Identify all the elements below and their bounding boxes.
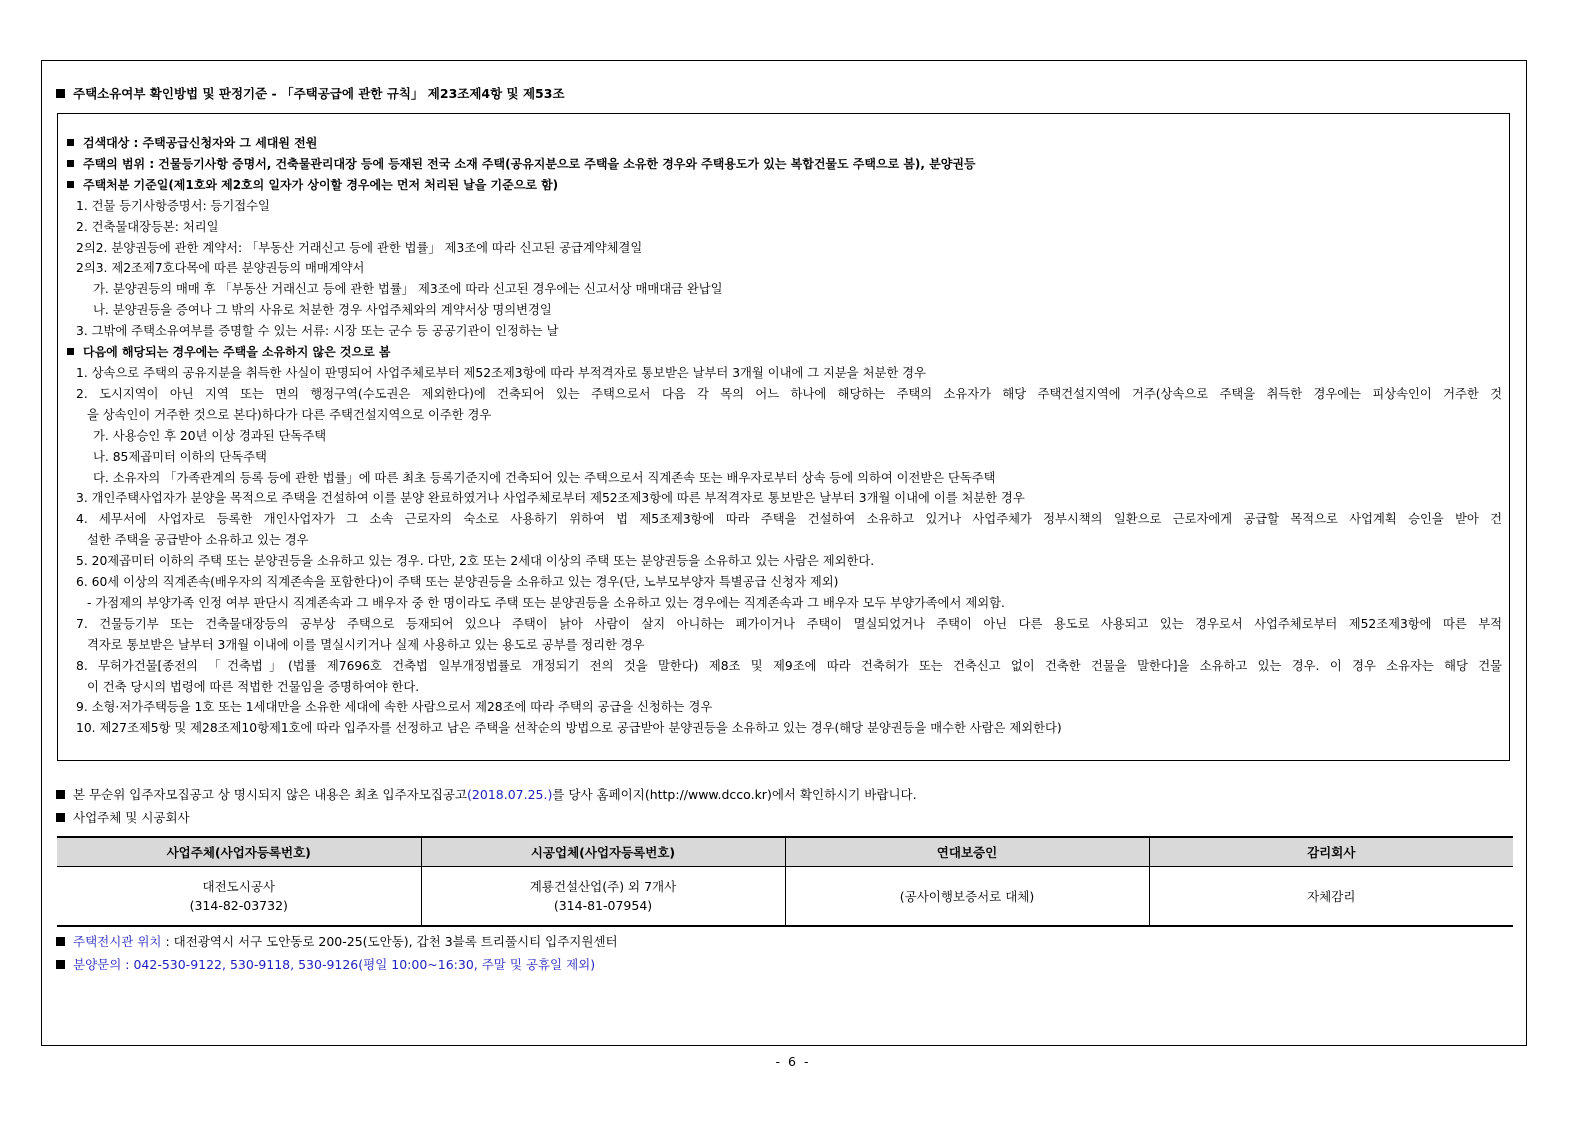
criteria-box	[57, 113, 1510, 761]
box-line: 2의2. 분양권등에 관한 계약서: 「부동산 거래신고 등에 관한 법률」 제3조에 따라 신고된 공급계약체결일	[76, 240, 643, 255]
box-line: 6. 60세 이상의 직계존속(배우자의 직계존속을 포함한다)이 주택 또는 분양권등을 소유하고 있는 경우(단, 노부모부양자 특별공급 신청자 제외)	[76, 575, 839, 590]
bullet-square-icon	[56, 89, 65, 98]
table-header: 감리회사	[1149, 837, 1513, 867]
table-header: 시공업체(사업자등록번호)	[421, 837, 785, 867]
box-line: - 가점제의 부양가족 인정 여부 판단시 직계존속과 그 배우자 중 한 명이라도 주택 또는 분양권등을 소유하고 있는 경우에는 직계존속과 그 배우자 모두 부양가족에서 제외함.	[87, 595, 1005, 610]
box-line: 5. 20제곱미터 이하의 주택 또는 분양권등을 소유하고 있는 경우. 다만, 2호 또는 2세대 이상의 주택 또는 분양권등을 소유하고 있는 사람은 제외한다.	[76, 554, 875, 569]
box-line: 을 상속인이 거주한 것으로 본다)하다가 다른 주택건설지역으로 이주한 경우	[87, 407, 492, 422]
bullet-square-icon	[67, 139, 74, 146]
box-line: 주택처분 기준일(제1호와 제2호의 일자가 상이할 경우에는 먼저 처리된 날을 기준으로 함)	[65, 175, 1502, 196]
table-cell: 대전도시공사 (314-82-03732)	[57, 867, 421, 927]
table-row	[57, 867, 1513, 927]
box-line: 8. 무허가건물[종전의 「건축법」(법률 제7696호 건축법 일부개정법률로 개정되기 전의 것을 말한다) 제8조 및 제9조에 따라 건축허가 또는 건축신고 없이 건축한 건물을 말한다]을 소유하고 있는 경우. 이 경우 소유자는 해당 건물	[76, 658, 1502, 673]
bullet-square-icon	[56, 813, 65, 822]
box-line: 1. 상속으로 주택의 공유지분을 취득한 사실이 판명되어 사업주체로부터 제52조제3항에 따라 부적격자로 통보받은 날부터 3개월 이내에 그 지분을 처분한 경우	[76, 365, 926, 380]
table-header: 사업주체(사업자등록번호)	[57, 837, 421, 867]
bullet-square-icon	[67, 348, 74, 355]
section-heading	[56, 85, 565, 103]
notes	[56, 783, 917, 829]
box-line: 나. 85제곱미터 이하의 단독주택	[93, 449, 267, 464]
box-line: 가. 분양권등의 매매 후 「부동산 거래신고 등에 관한 법률」 제3조에 따라 신고된 경우에는 신고서상 매매대금 완납일	[93, 282, 723, 297]
box-line: 가. 사용승인 후 20년 이상 경과된 단독주택	[93, 428, 327, 443]
table-cell: 자체감리	[1149, 867, 1513, 927]
box-line: 2. 도시지역이 아닌 지역 또는 면의 행정구역(수도권은 제외한다)에 건축되어 있는 주택으로서 다음 각 목의 어느 하나에 해당하는 주택의 소유자가 해당 주택건설지역에 거주(상속으로 주택을 취득한 경우에는 피상속인이 거주한 것	[76, 386, 1502, 401]
box-line: 검색대상 : 주택공급신청자와 그 세대원 전원	[65, 133, 1502, 154]
page-number: - 6 -	[775, 1054, 811, 1069]
box-line: 1. 건물 등기사항증명서: 등기접수일	[76, 198, 270, 213]
showroom-location: 주택전시관 위치 : 대전광역시 서구 도안동로 200-25(도안동), 갑천 3블록 트리풀시티 입주지원센터	[56, 930, 618, 953]
box-line: 9. 소형·저가주택등을 1호 또는 1세대만을 소유한 세대에 속한 사람으로서 제28조에 따라 주택의 공급을 신청하는 경우	[76, 700, 713, 715]
box-line: 다음에 해당되는 경우에는 주택을 소유하지 않은 것으로 봄	[65, 342, 1502, 363]
note-homepage: 본 무순위 입주자모집공고 상 명시되지 않은 내용은 최초 입주자모집공고(2018.07.25.)를 당사 홈페이지(http://www.dcco.kr)에서 확인하시기 바랍니다.	[56, 783, 917, 806]
box-line: 7. 건물등기부 또는 건축물대장등의 공부상 주택으로 등재되어 있으나 주택이 낡아 사람이 살지 아니하는 폐가이거나 주택이 멸실되었거나 주택이 아닌 다른 용도로 사용되고 있는 경우로서 사업주체로부터 제52조제3항에 따른 부적	[76, 616, 1502, 631]
note-companies: 사업주체 및 시공회사	[56, 806, 917, 829]
table-cell: 계룡건설산업(주) 외 7개사 (314-81-07954)	[421, 867, 785, 927]
box-line: 3. 개인주택사업자가 분양을 목적으로 주택을 건설하여 이를 분양 완료하였거나 사업주체로부터 제52조제3항에 따른 부적격자로 통보받은 날부터 3개월 이내에 이를 처분한 경우	[76, 491, 1025, 506]
box-line: 나. 분양권등을 증여나 그 밖의 사유로 처분한 경우 사업주체와의 계약서상 명의변경일	[93, 303, 552, 318]
box-line: 주택의 범위 : 건물등기사항 증명서, 건축물관리대장 등에 등재된 전국 소재 주택(공유지분으로 주택을 소유한 경우와 주택용도가 있는 복합건물도 주택으로 봄), 분양권등	[65, 154, 1502, 175]
box-line: 2의3. 제2조제7호다목에 따른 분양권등의 매매계약서	[76, 261, 365, 276]
bullet-square-icon	[67, 160, 74, 167]
table-header: 연대보증인	[785, 837, 1149, 867]
bullet-square-icon	[56, 937, 65, 946]
box-line: 4. 세무서에 사업자로 등록한 개인사업자가 그 소속 근로자의 숙소로 사용하기 위하여 법 제5조제3항에 따라 주택을 건설하여 소유하고 있거나 사업주체가 정부시책의 일환으로 근로자에게 공급할 목적으로 사업계획 승인을 받아 건	[76, 512, 1502, 527]
table-cell: (공사이행보증서로 대체)	[785, 867, 1149, 927]
box-line: 격자로 통보받은 날부터 3개월 이내에 이를 멸실시키거나 실제 사용하고 있는 용도로 공부를 정리한 경우	[87, 637, 645, 652]
box-line: 설한 주택을 공급받아 소유하고 있는 경우	[87, 533, 309, 548]
heading-text: 주택소유여부 확인방법 및 판정기준 - 「주택공급에 관한 규칙」 제23조제4항 및 제53조	[73, 86, 565, 101]
bullet-square-icon	[56, 790, 65, 799]
box-line: 2. 건축물대장등본: 처리일	[76, 219, 219, 234]
bullet-square-icon	[56, 960, 65, 969]
box-line: 10. 제27조제5항 및 제28조제10항제1호에 따라 입주자를 선정하고 남은 주택을 선착순의 방법으로 공급받아 분양권등을 소유하고 있는 경우(해당 분양권등을 매수한 사람은 제외한다)	[76, 721, 1062, 736]
document-frame	[41, 60, 1527, 1046]
box-line: 이 건축 당시의 법령에 따른 적법한 건물임을 증명하여야 한다.	[87, 679, 420, 694]
company-table	[57, 836, 1513, 927]
box-line: 다. 소유자의 「가족관계의 등록 등에 관한 법률」에 따른 최초 등록기준지에 건축되어 있는 주택으로서 직계존속 또는 배우자로부터 상속 등에 의하여 이전받은 단독주택	[93, 470, 996, 485]
sales-inquiry: 분양문의 : 042-530-9122, 530-9118, 530-9126(평일 10:00~16:30, 주말 및 공휴일 제외)	[56, 953, 618, 976]
bullet-square-icon	[67, 181, 74, 188]
box-line: 3. 그밖에 주택소유여부를 증명할 수 있는 서류: 시장 또는 군수 등 공공기관이 인정하는 날	[76, 324, 559, 339]
contact-info	[56, 930, 618, 976]
